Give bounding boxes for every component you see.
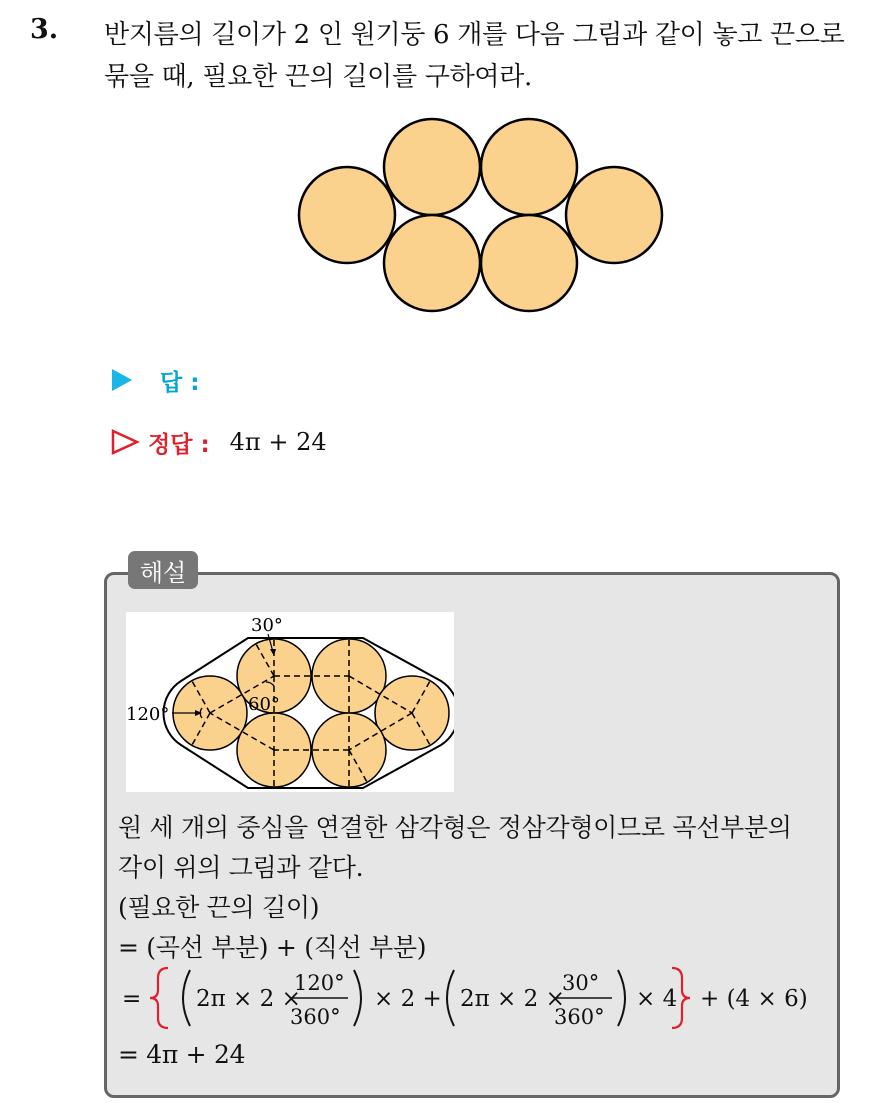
svg-text:=: = bbox=[122, 986, 142, 1012]
svg-text:× 4: × 4 bbox=[636, 986, 678, 1012]
circle-right bbox=[566, 167, 662, 263]
explanation-diagram bbox=[126, 612, 454, 792]
question-text-line-2: 묶을 때, 필요한 끈의 길이를 구하여라. bbox=[104, 62, 532, 92]
question-number: 3. bbox=[30, 14, 59, 45]
angle-label-60: 60° bbox=[248, 694, 280, 715]
circle-bottom-1 bbox=[384, 215, 480, 311]
svg-text:2π × 2 ×: 2π × 2 × bbox=[460, 986, 565, 1012]
circle-top-1 bbox=[384, 119, 480, 215]
svg-text:360°: 360° bbox=[290, 1005, 341, 1029]
circle-bottom-2 bbox=[481, 215, 577, 311]
filled-triangle-icon bbox=[110, 367, 134, 393]
outlined-triangle-icon bbox=[110, 428, 140, 456]
answer-row bbox=[110, 362, 199, 398]
explanation-line-4: = (곡선 부분) + (직선 부분) bbox=[118, 933, 427, 962]
circle-left bbox=[299, 167, 395, 263]
circle-top-2 bbox=[481, 119, 577, 215]
svg-text:360°: 360° bbox=[554, 1005, 605, 1029]
explanation-line-6: = 4π + 24 bbox=[118, 1040, 246, 1069]
explanation-line-3: (필요한 끈의 길이) bbox=[118, 893, 320, 922]
answer-label: 답 : bbox=[160, 369, 200, 396]
correct-answer-value: 4π + 24 bbox=[229, 428, 327, 456]
angle-label-30: 30° bbox=[251, 615, 283, 636]
explanation-tag: 해설 bbox=[128, 551, 198, 589]
correct-answer-label: 정답 : bbox=[148, 431, 210, 458]
svg-text:× 2 +: × 2 + bbox=[374, 986, 442, 1012]
svg-text:120°: 120° bbox=[294, 971, 345, 995]
correct-answer-row bbox=[110, 424, 327, 460]
explanation-line-2: 각이 위의 그림과 같다. bbox=[118, 853, 364, 882]
svg-text:30°: 30° bbox=[562, 971, 600, 995]
angle-label-120: 120° bbox=[126, 704, 170, 725]
svg-text:+ (4 × 6): + (4 × 6) bbox=[700, 986, 808, 1012]
explanation-line-1: 원 세 개의 중심을 연결한 삼각형은 정삼각형이므로 곡선부분의 bbox=[118, 813, 792, 842]
six-cylinders-figure bbox=[290, 110, 670, 320]
svg-text:2π × 2 ×: 2π × 2 × bbox=[196, 986, 301, 1012]
explanation-formula bbox=[120, 960, 820, 1036]
question-text-line-1: 반지름의 길이가 2 인 원기둥 6 개를 다음 그림과 같이 놓고 끈으로 bbox=[104, 20, 845, 50]
